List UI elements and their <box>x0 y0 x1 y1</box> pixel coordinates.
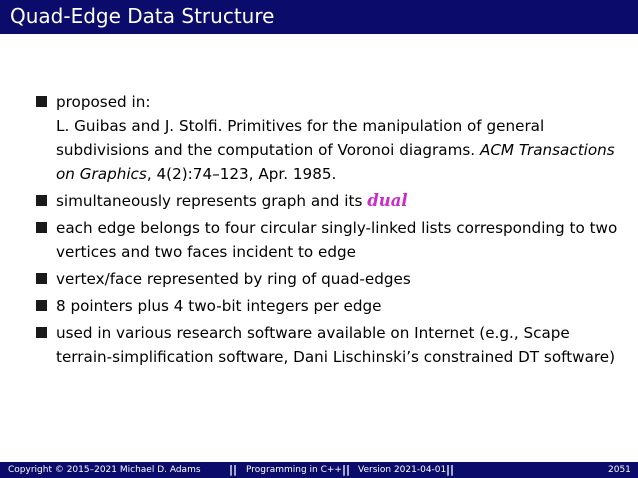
footer-separator: || <box>342 463 351 476</box>
citation-journal: ACM Transactions on Graphics <box>56 141 615 183</box>
square-bullet-icon <box>36 300 47 311</box>
citation-authors: L. Guibas and J. Stolfi. Primitives for the manipulation of general <box>56 117 545 135</box>
citation-title: subdivisions and the computation of Voronoi diagrams. <box>56 141 476 159</box>
citation-end: , 4(2):74–123, Apr. 1985. <box>146 165 337 183</box>
item-text: proposed in: <box>56 93 151 111</box>
item-text: 8 pointers plus 4 two-bit integers per edge <box>56 297 382 315</box>
square-bullet-icon <box>36 222 47 233</box>
title-bar <box>0 0 638 34</box>
square-bullet-icon <box>36 96 47 107</box>
item-text: used in various research software available on Internet (e.g., Scape terrain-simplification software, Dani Lischinski’s constrained DT software) <box>56 324 616 366</box>
list-item <box>36 267 628 291</box>
footer-version: Version 2021-04-01 <box>358 465 447 475</box>
list-item <box>36 216 628 264</box>
list-item <box>36 90 628 186</box>
slide-content <box>36 90 628 372</box>
list-item <box>36 189 628 213</box>
slide-title: Quad-Edge Data Structure <box>10 4 275 28</box>
item-text: simultaneously represents graph and its <box>56 192 363 210</box>
footer-course: Programming in C++ <box>246 465 342 475</box>
list-item <box>36 294 628 318</box>
list-item <box>36 321 628 369</box>
square-bullet-icon <box>36 327 47 338</box>
square-bullet-icon <box>36 273 47 284</box>
footer-copyright: Copyright © 2015–2021 Michael D. Adams <box>8 465 201 475</box>
footer-bar <box>0 462 638 478</box>
footer-separator: || <box>446 463 455 476</box>
item-text: each edge belongs to four circular singly-linked lists corresponding to two vertices and two faces incident to edge <box>56 219 618 261</box>
square-bullet-icon <box>36 195 47 206</box>
footer-separator: || <box>229 463 238 476</box>
dual-emphasis: dual <box>367 191 408 210</box>
item-text: vertex/face represented by ring of quad-edges <box>56 270 411 288</box>
footer-page-number: 2051 <box>608 465 631 475</box>
